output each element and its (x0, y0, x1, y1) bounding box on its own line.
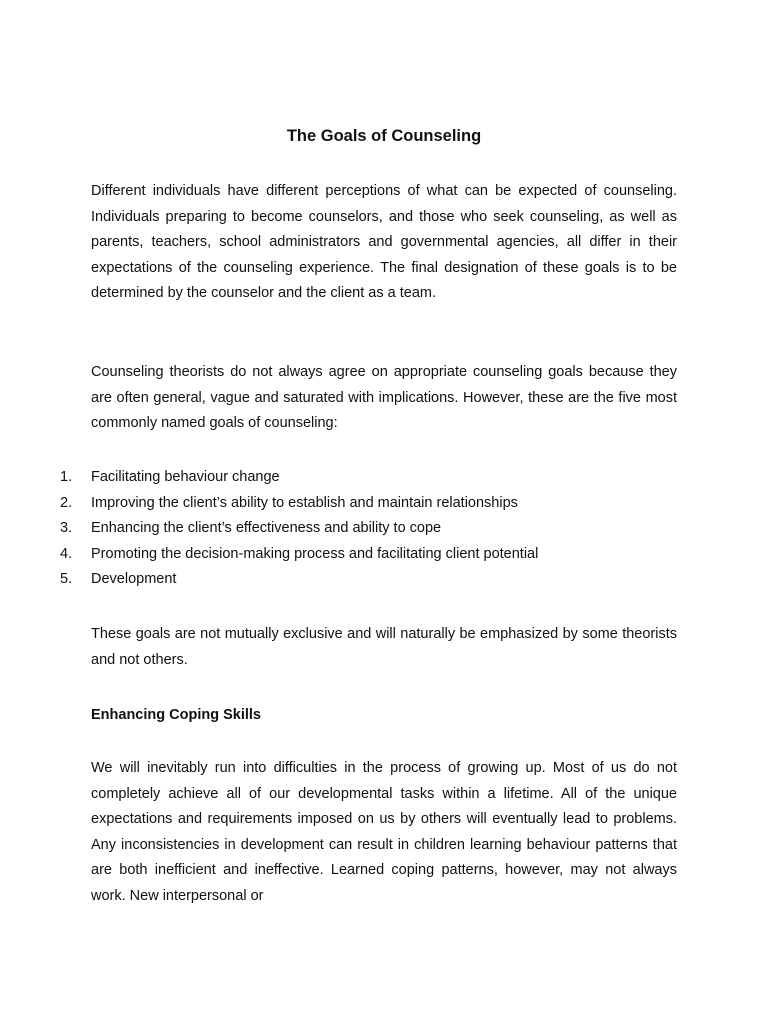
list-item (60, 567, 700, 593)
paragraph-intro: Different individuals have different perceptions of what can be expected of counseling. Individuals preparing to become counselors, and those who seek counseling, as well as parents, teachers, school administrators and governmental agencies, all differ in their expectations of the counseling experience. The final designation of these goals is to be determined by the counselor and the client as a team. (91, 183, 677, 301)
list-item (60, 465, 700, 491)
goals-list (60, 465, 700, 593)
page-title: The Goals of Counseling (286, 127, 482, 145)
list-item-text: Enhancing the client’s effectiveness and ability to cope (91, 520, 442, 536)
list-item-text: Promoting the decision-making process and facilitating client potential (91, 545, 539, 562)
list-item-number: 2. (60, 494, 73, 511)
section-heading: Enhancing Coping Skills (91, 707, 261, 723)
list-item (60, 491, 700, 517)
list-item-text: Facilitating behaviour change (91, 469, 280, 485)
paragraph-theorists: Counseling theorists do not always agree on appropriate counseling goals because they are often general, vague and saturated with implications. However, these are the five most commonly named goals of counseling: (91, 364, 677, 431)
list-item-text: Development (91, 571, 177, 587)
list-item-text: Improving the client’s ability to establish and maintain relationships (91, 494, 518, 511)
list-item (60, 542, 700, 568)
list-item-number: 4. (60, 545, 73, 562)
list-item-number: 5. (60, 571, 73, 587)
list-item (60, 516, 700, 542)
list-item-number: 1. (60, 469, 73, 485)
paragraph-coping: We will inevitably run into difficulties in the process of growing up. Most of us do not completely achieve all of our developmental tasks within a lifetime. All of the unique expectations and requirements imposed on us by others will eventually lead to problems. Any inconsistencies in development can result in children learning behaviour patterns that are both inefficient and ineffective. Learned coping patterns, however, may not always work. New interpersonal or (91, 760, 677, 904)
list-item-number: 3. (60, 520, 73, 536)
paragraph-not-exclusive: These goals are not mutually exclusive and will naturally be emphasized by some theorists and not others. (91, 626, 677, 668)
